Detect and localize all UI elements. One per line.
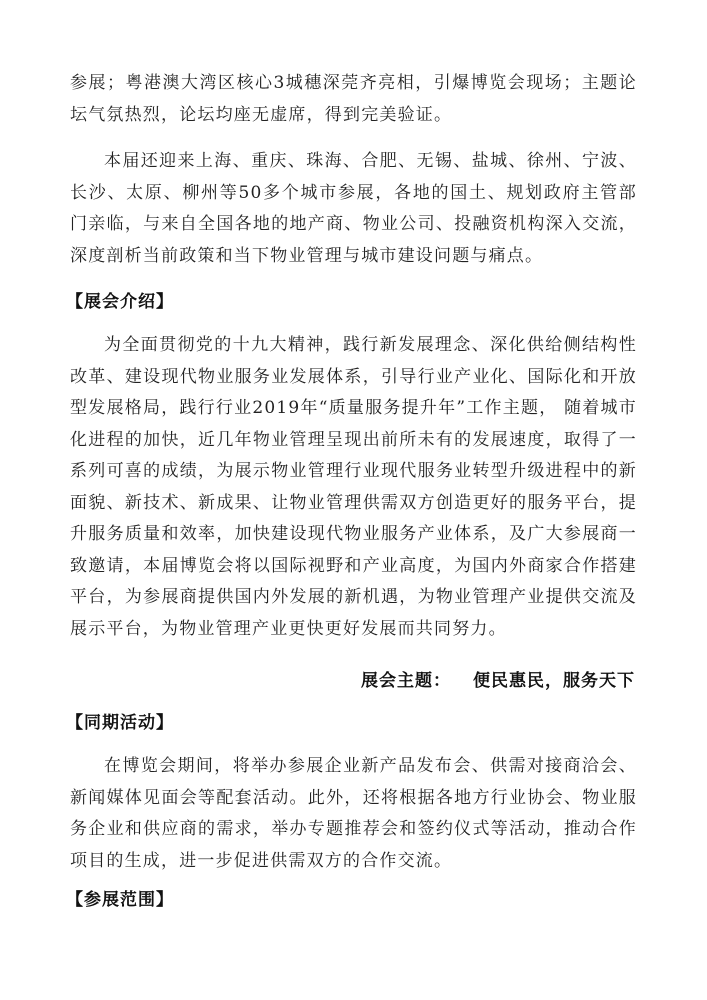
paragraph-exhibition-intro: 为全面贯彻党的十九大精神，践行新发展理念、深化供给侧结构性改革、建设现代物业服务业发展体系，引导行业产业化、国际化和开放型发展格局，践行行业2019年“质量服务提升年”工作主题， 随着城市化进程的加快，近几年物业管理呈现出前所未有的发展速度，取得了一系列可喜的成绩，为展示物业管理行业现代服务业转型升级进程中的新面貌、新技术、新成果、让物业管理供需双方创造更好的服务平台，提升服务质量和效率，加快建设现代物业服务产业体系，及广大参展商一致邀请，本届博览会将以国际视野和产业高度，为国内外商家合作搭建平台，为参展商提供国内外发展的新机遇，为物业管理产业提供交流及展示平台，为物业管理产业更快更好发展而共同努力。 [70, 335, 637, 639]
paragraph-concurrent-events: 在博览会期间，将举办参展企业新产品发布会、供需对接商洽会、新闻媒体见面会等配套活动。此外，还将根据各地方行业协会、物业服务企业和供应商的需求，举办专题推荐会和签约仪式等活动，推动合作项目的生成，进一步促进供需双方的合作交流。 [70, 756, 637, 871]
theme-label: 展会主题： [361, 671, 451, 691]
heading-concurrent-events: 【同期活动】 [66, 713, 174, 733]
exhibition-theme [361, 666, 635, 691]
heading-exhibition-intro: 【展会介绍】 [66, 292, 174, 312]
paragraph-participation-summary: 参展；粤港澳大湾区核心3城穗深莞齐亮相，引爆博览会现场；主题论坛气氛热烈，论坛均座无虚席，得到完美验证。 [70, 73, 637, 125]
heading-exhibit-scope: 【参展范围】 [66, 890, 174, 910]
theme-value: 便民惠民，服务天下 [473, 671, 635, 691]
paragraph-cities: 本届还迎来上海、重庆、珠海、合肥、无锡、盐城、徐州、宁波、长沙、太原、柳州等50多个城市参展，各地的国土、规划政府主管部门亲临，与来自全国各地的地产商、物业公司、投融资机构深入交流，深度剖析当前政策和当下物业管理与城市建设问题与痛点。 [70, 151, 637, 266]
